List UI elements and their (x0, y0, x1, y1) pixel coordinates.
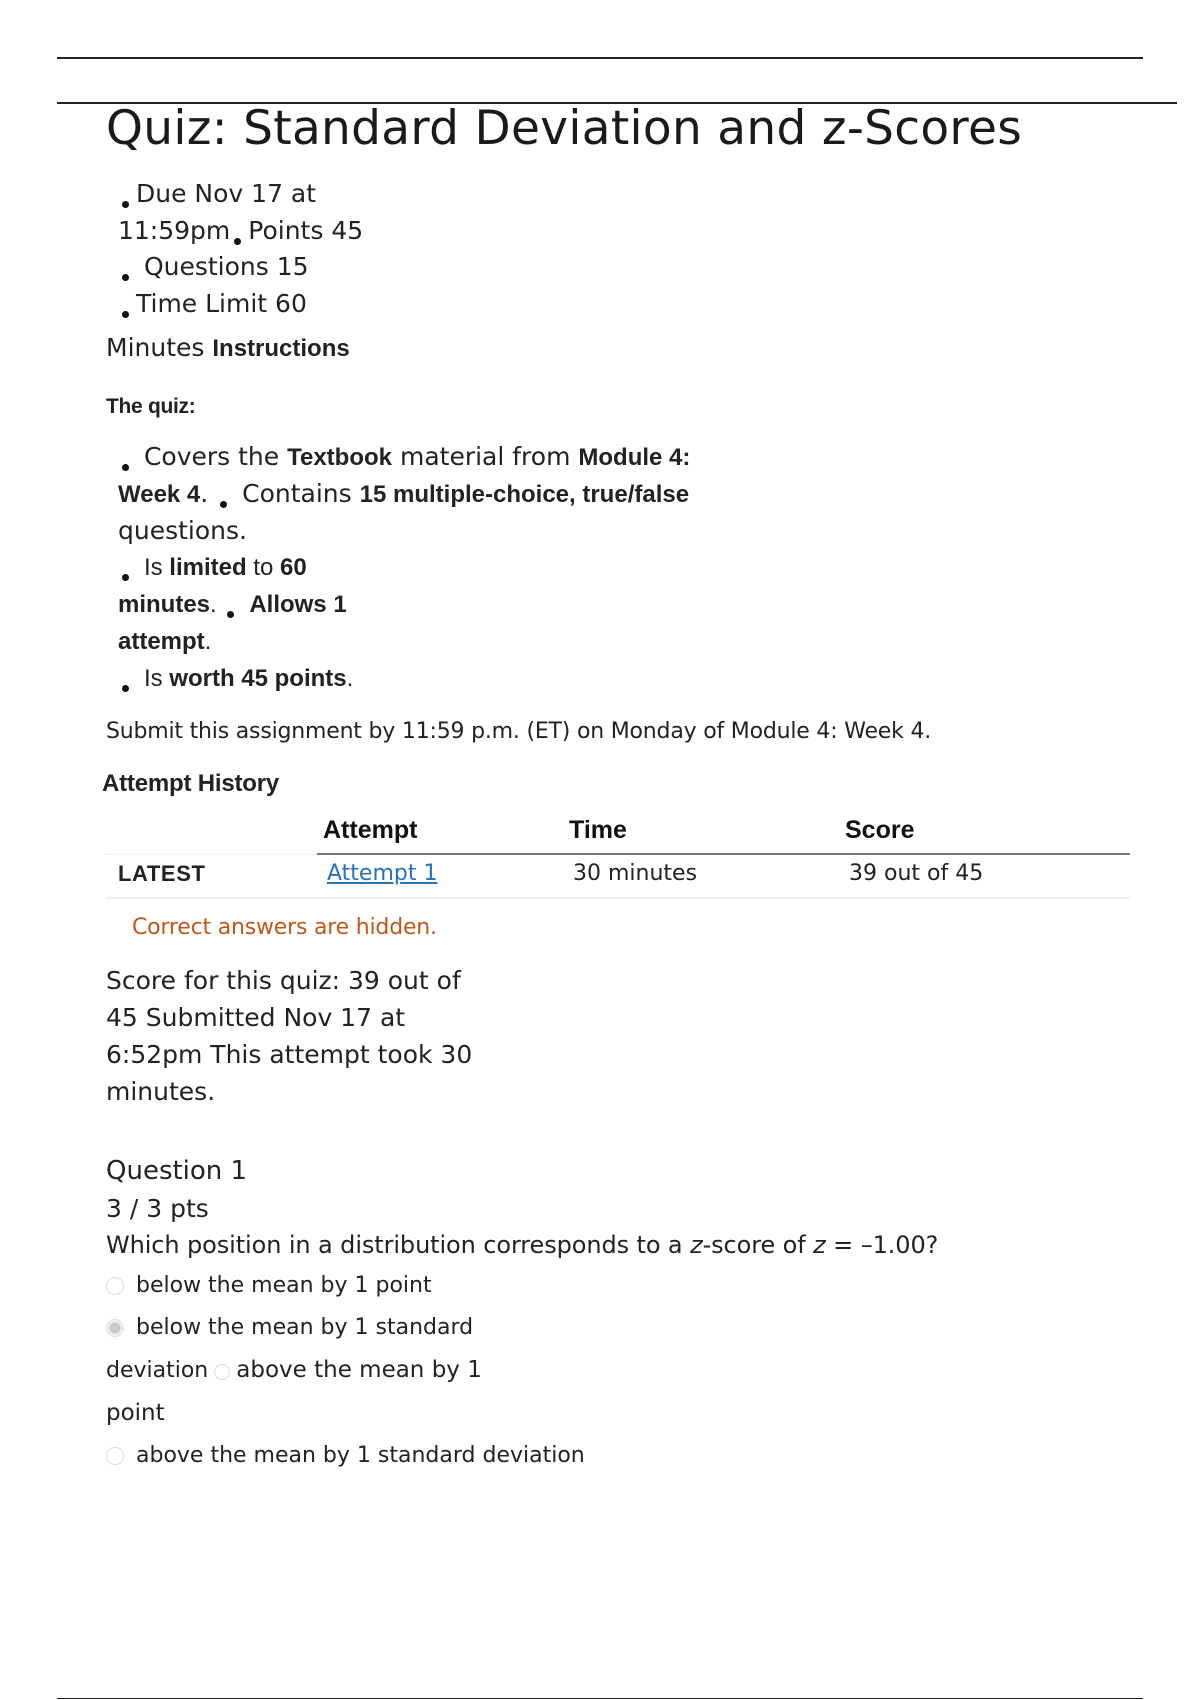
answer-option-label: below the mean by 1 point (136, 1272, 432, 1298)
instructions-label: Instructions (212, 335, 350, 362)
bullet-icon (122, 201, 129, 208)
page-title: Quiz: Standard Deviation and z-Scores (106, 101, 1023, 156)
answer-option-label: above the mean by 1 standard deviation (136, 1442, 585, 1468)
attempt-history-table (106, 816, 1130, 899)
bottom-rule (57, 1698, 1143, 1699)
table-header-attempt: Attempt (317, 816, 563, 854)
quiz-description (106, 439, 1166, 697)
answer-option-selected[interactable] (106, 1307, 1166, 1349)
covers-week: Week 4 (118, 481, 201, 508)
quiz-description-label: The quiz: (106, 395, 196, 418)
answer-option[interactable] (106, 1435, 1166, 1477)
bullet-icon (234, 238, 241, 245)
covers-module: Module 4: (578, 444, 691, 471)
points-value: Points 45 (248, 215, 364, 245)
table-header-score: Score (839, 816, 1130, 854)
answer-option-label: below the mean by 1 standard (136, 1314, 474, 1340)
limit-text: . (210, 591, 224, 618)
bullet-icon (122, 311, 129, 318)
allows-attempts: Allows 1 (249, 591, 347, 618)
question-heading: Question 1 (106, 1155, 248, 1186)
limit-minutes-label: minutes (118, 591, 211, 618)
question-text-part: Which position in a distribution corresponds to a (106, 1230, 691, 1259)
table-header-blank (106, 816, 317, 854)
bullet-icon (122, 574, 129, 581)
attempt-link[interactable]: Attempt 1 (327, 861, 438, 887)
instructions-heading (106, 332, 1166, 365)
answer-option-label: above the mean by 1 (236, 1356, 482, 1383)
due-date-part1: Due Nov 17 at (136, 179, 317, 208)
table-header-time: Time (563, 816, 839, 854)
radio-button-icon[interactable] (106, 1277, 124, 1295)
question-z-symbol: z (813, 1230, 826, 1259)
contains-question-types: 15 multiple-choice, true/false (359, 481, 690, 508)
limit-text: to (246, 554, 280, 581)
covers-textbook: Textbook (287, 444, 393, 471)
contains-text: Contains (242, 479, 360, 508)
question-z-symbol: z (690, 1230, 703, 1259)
limit-bold: limited (169, 554, 247, 581)
answer-option-label-continued: point (106, 1399, 165, 1426)
time-limit: Time Limit 60 (136, 288, 307, 318)
answer-option[interactable] (106, 1349, 1166, 1392)
attempt-history-title: Attempt History (102, 770, 280, 797)
worth-text: Is (143, 665, 170, 692)
limit-minutes-value: 60 (280, 554, 307, 581)
score-cell: 39 out of 45 (839, 854, 1130, 898)
question-text-part: = –1.00? (825, 1230, 939, 1259)
answer-options (106, 1265, 1166, 1477)
bullet-icon (122, 274, 129, 281)
allows-text: . (204, 628, 212, 655)
attempt-word: attempt (118, 628, 205, 655)
bullet-icon (122, 685, 129, 692)
answer-option-continued (106, 1392, 1166, 1435)
attempt-cell (317, 854, 563, 898)
answer-option[interactable] (106, 1265, 1166, 1307)
worth-points: worth 45 points (169, 665, 347, 692)
question-points: 3 / 3 pts (106, 1193, 209, 1223)
answer-option-label-continued: deviation (106, 1357, 209, 1383)
minutes-label: Minutes (106, 333, 205, 362)
table-row (106, 854, 1130, 898)
bullet-icon (122, 464, 129, 471)
radio-button-icon[interactable] (214, 1364, 230, 1380)
covers-text: material from (392, 442, 579, 471)
bullet-icon (220, 501, 227, 508)
contains-text: questions. (118, 516, 247, 545)
covers-text: . (200, 479, 217, 508)
covers-text: Covers the (143, 442, 288, 471)
time-cell: 30 minutes (563, 854, 839, 898)
answers-hidden-notice: Correct answers are hidden. (132, 914, 437, 940)
submit-deadline-note: Submit this assignment by 11:59 p.m. (ET) on Monday of Module 4: Week 4. (106, 719, 932, 744)
questions-count: Questions 15 (143, 252, 309, 281)
latest-label: LATEST (106, 854, 317, 898)
limit-text: Is (143, 554, 170, 581)
quiz-page (102, 100, 1166, 1477)
worth-text: . (346, 665, 354, 692)
bullet-icon (227, 611, 234, 618)
score-summary: Score for this quiz: 39 out of 45 Submitted Nov 17 at 6:52pm This attempt took 30 minutes. (106, 965, 473, 1106)
top-rule (57, 57, 1143, 59)
quiz-meta (106, 176, 1166, 322)
radio-button-selected-icon[interactable] (106, 1319, 124, 1337)
question-text (106, 1227, 1166, 1263)
due-date-part2: 11:59pm (118, 215, 231, 245)
radio-button-icon[interactable] (106, 1447, 124, 1465)
question-text-part: -score of (702, 1230, 814, 1259)
